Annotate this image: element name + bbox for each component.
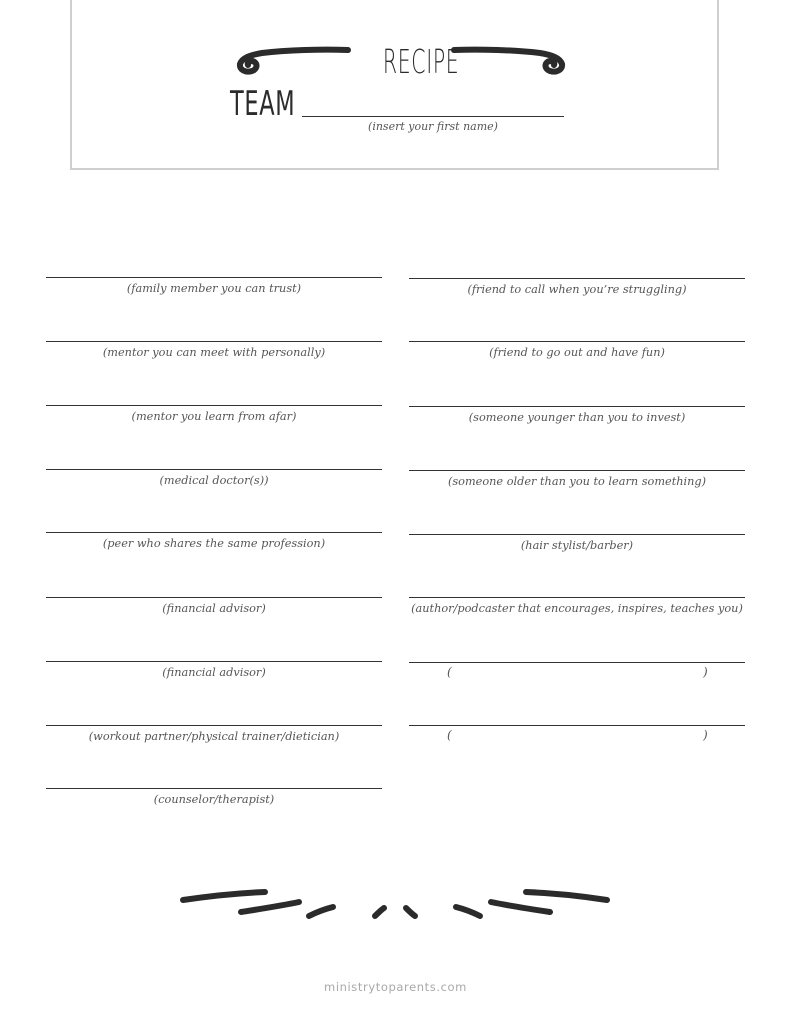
field-line[interactable] (46, 469, 382, 470)
field-line[interactable] (46, 277, 382, 278)
field-friend-struggling[interactable] (409, 278, 745, 296)
bottom-flourish-ornament (175, 880, 615, 930)
field-custom-2[interactable] (409, 725, 745, 744)
field-caption: (financial advisor) (162, 666, 266, 679)
field-hair-stylist[interactable] (409, 534, 745, 552)
field-family-member[interactable] (46, 277, 382, 295)
field-line[interactable] (409, 278, 745, 279)
field-caption: (friend to go out and have fun) (489, 346, 665, 359)
close-paren: ) (703, 728, 708, 742)
field-line[interactable] (46, 405, 382, 406)
recipe-title: RECIPE (382, 42, 460, 81)
close-paren: ) (703, 665, 708, 679)
field-line[interactable] (46, 725, 382, 726)
field-line[interactable] (46, 532, 382, 533)
field-counselor[interactable] (46, 788, 382, 806)
field-mentor-personal[interactable] (46, 341, 382, 359)
footer-website: ministrytoparents.com (324, 980, 467, 994)
field-line[interactable] (409, 725, 745, 726)
field-caption: (financial advisor) (162, 602, 266, 615)
field-custom-caption (409, 665, 745, 681)
left-swirl-ornament (232, 38, 352, 78)
field-mentor-afar[interactable] (46, 405, 382, 423)
right-swirl-ornament (450, 38, 570, 78)
field-caption: (counselor/therapist) (153, 793, 275, 806)
team-title: TEAM (230, 84, 296, 124)
field-line[interactable] (46, 788, 382, 789)
field-caption: (workout partner/physical trainer/dietician) (88, 730, 340, 743)
open-paren: ( (447, 728, 452, 742)
field-workout-partner[interactable] (46, 725, 382, 743)
field-custom-1[interactable] (409, 662, 745, 681)
first-name-line[interactable] (302, 116, 564, 117)
field-line[interactable] (46, 341, 382, 342)
field-someone-younger[interactable] (409, 406, 745, 424)
field-friend-fun[interactable] (409, 341, 745, 359)
field-line[interactable] (409, 470, 745, 471)
field-financial-advisor-2[interactable] (46, 661, 382, 679)
field-custom-caption (409, 728, 745, 744)
field-line[interactable] (46, 661, 382, 662)
field-line[interactable] (46, 597, 382, 598)
field-someone-older[interactable] (409, 470, 745, 488)
field-caption: (friend to call when you’re struggling) (467, 283, 687, 296)
field-peer-profession[interactable] (46, 532, 382, 550)
field-caption: (someone younger than you to invest) (468, 411, 686, 424)
field-line[interactable] (409, 341, 745, 342)
field-financial-advisor-1[interactable] (46, 597, 382, 615)
field-caption: (hair stylist/barber) (520, 539, 634, 552)
field-caption: (someone older than you to learn something) (447, 475, 707, 488)
field-line[interactable] (409, 534, 745, 535)
title-panel (70, 0, 719, 170)
field-caption: (medical doctor(s)) (159, 474, 269, 487)
field-caption: (family member you can trust) (126, 282, 302, 295)
field-caption: (mentor you learn from afar) (131, 410, 297, 423)
field-medical-doctor[interactable] (46, 469, 382, 487)
field-caption: (mentor you can meet with personally) (102, 346, 326, 359)
first-name-caption: (insert your first name) (368, 120, 498, 133)
open-paren: ( (447, 665, 452, 679)
field-author-podcaster[interactable] (409, 597, 745, 615)
field-line[interactable] (409, 597, 745, 598)
field-line[interactable] (409, 662, 745, 663)
field-caption: (author/podcaster that encourages, inspires, teaches you) (411, 602, 743, 615)
field-caption: (peer who shares the same profession) (102, 537, 326, 550)
field-line[interactable] (409, 406, 745, 407)
